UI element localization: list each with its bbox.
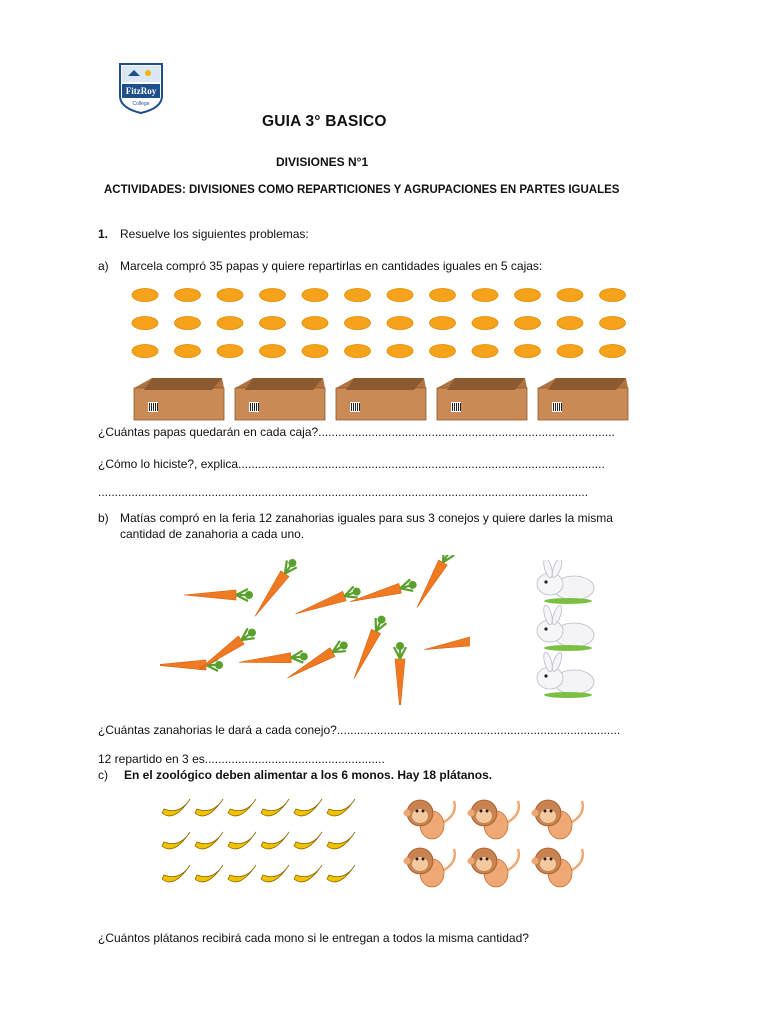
potato-icon [472,345,498,358]
potato-icon [345,345,371,358]
potato-icon [217,317,243,330]
monkey-icon [532,800,583,839]
problem-b-line2: cantidad de zanahoria a cada uno. [120,527,305,541]
carrot-icon [250,556,299,619]
school-logo [118,62,164,114]
problem-b [98,510,613,526]
banana-icon [294,832,322,849]
potato-icon [430,317,456,330]
potato-icon [260,317,286,330]
banana-icon [327,865,355,882]
problem-c-text: En el zoológico deben alimentar a los 6 monos. Hay 18 plátanos. [124,768,493,782]
problem-a-question: ¿Cuántas papas quedarán en cada caja?......................................................................................... [98,425,615,439]
box-icon [437,378,527,420]
carrot-icon [412,555,457,611]
carrot-icon [394,642,406,705]
banana-icon [294,865,322,882]
potato-icon [515,345,541,358]
box-icon [538,378,628,420]
problem-c-question: ¿Cuántos plátanos recibirá cada mono si le entregan a todos la misma cantidad? [98,931,529,945]
monkey-icon [404,800,455,839]
problem-b-line1: Matías compró en la feria 12 zanahorias iguales para sus 3 conejos y quiere darles la misma [120,511,613,525]
rabbit-icon [537,651,594,698]
carrot-icon [423,632,470,656]
banana-icon [294,799,322,816]
potato-icon [557,317,583,330]
potato-icon [175,289,201,302]
banana-icon [228,799,256,816]
problem-b-division: 12 repartido en 3 es...................................................... [98,752,385,766]
bananas-illustration [160,795,360,891]
banana-icon [195,832,223,849]
potato-icon [387,289,413,302]
potato-icon [175,345,201,358]
banana-icon [261,799,289,816]
box-icon [134,378,224,420]
problem-a-explain: ¿Cómo lo hiciste?, explica.............................................................................................................. [98,457,605,471]
potato-icon [600,345,626,358]
potato-icon [557,289,583,302]
potato-icon [345,317,371,330]
problem-a-label: a) [98,259,109,273]
potato-icon [515,289,541,302]
boxes-illustration [132,374,632,426]
banana-icon [162,832,190,849]
problem-b-question: ¿Cuántas zanahorias le dará a cada conejo?..................................................................................... [98,723,621,737]
banana-icon [228,832,256,849]
carrot-icon [239,650,309,668]
banana-icon [195,799,223,816]
potato-icon [217,289,243,302]
banana-icon [162,865,190,882]
problem-a [98,258,542,274]
banana-icon [261,832,289,849]
page-title: GUIA 3° BASICO [262,113,387,130]
problem-c [98,767,492,783]
carrot-icon [284,638,350,683]
rabbits-illustration [530,560,600,700]
monkeys-illustration [400,795,600,895]
box-icon [336,378,426,420]
potato-icon [387,317,413,330]
banana-icon [327,832,355,849]
box-icon [235,378,325,420]
logo-text: FitzRoy [125,86,157,96]
potato-icon [260,289,286,302]
monkey-icon [468,848,519,887]
answer-line: ................................................................................................................................................... [98,485,589,499]
banana-icon [162,799,190,816]
problem-b-label: b) [98,511,109,525]
potato-icon [472,289,498,302]
potato-icon [600,289,626,302]
potato-icon [175,317,201,330]
banana-icon [228,865,256,882]
rabbit-icon [537,560,594,604]
monkey-icon [404,848,455,887]
question-1-number: 1. [98,227,109,241]
carrot-icon [349,613,389,681]
question-1-text: Resuelve los siguientes problemas: [120,227,309,241]
problem-c-label: c) [98,768,108,782]
activities-heading: ACTIVIDADES: DIVISIONES COMO REPARTICIONES Y AGRUPACIONES EN PARTES IGUALES [104,184,620,196]
rabbit-icon [537,604,594,651]
potato-icon [345,289,371,302]
potato-icon [260,345,286,358]
carrot-icon [184,589,253,601]
problem-a-text: Marcela compró 35 papas y quiere repartirlas en cantidades iguales en 5 cajas: [120,259,543,273]
potato-icon [557,345,583,358]
potato-icon [387,345,413,358]
banana-icon [327,799,355,816]
potato-icon [132,317,158,330]
potato-icon [302,317,328,330]
potato-icon [472,317,498,330]
carrots-illustration [160,555,470,705]
potato-icon [600,317,626,330]
monkey-icon [468,800,519,839]
potato-icon [302,345,328,358]
potato-icon [430,345,456,358]
potato-icon [132,345,158,358]
banana-icon [261,865,289,882]
banana-icon [195,865,223,882]
monkey-icon [532,848,583,887]
potato-icon [217,345,243,358]
question-1 [98,226,309,242]
logo-subtext: College [132,101,150,107]
potato-icon [132,289,158,302]
page-subtitle: DIVISIONES N°1 [276,155,369,169]
potato-icon [430,289,456,302]
potato-icon [302,289,328,302]
potatoes-illustration [131,286,631,361]
potato-icon [515,317,541,330]
carrot-icon [294,585,363,620]
